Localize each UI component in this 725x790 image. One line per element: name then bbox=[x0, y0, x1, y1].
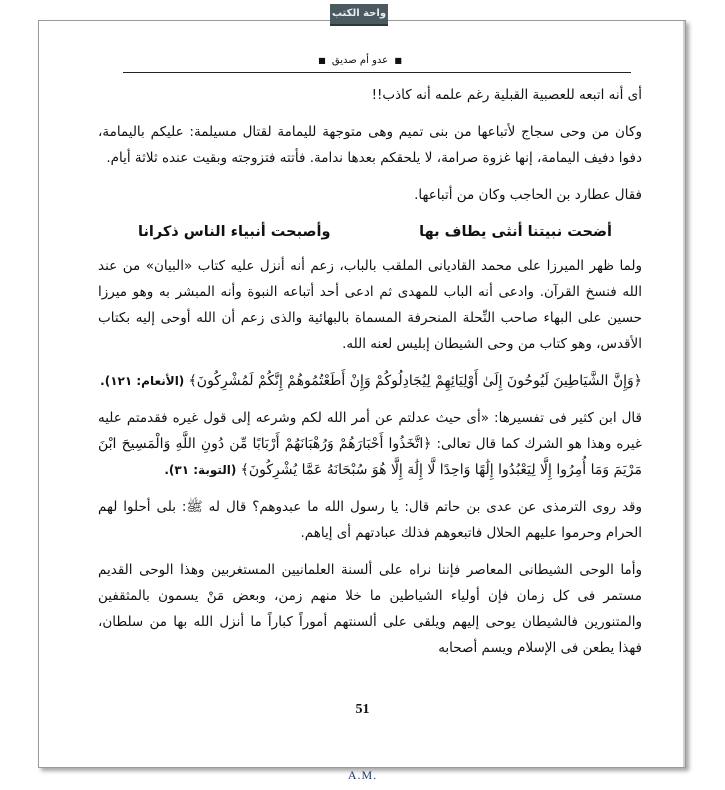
paragraph-3: فقال عطارد بن الحاجب وكان من أتباعها. bbox=[414, 187, 642, 203]
quran-ref-1: (الأنعام: ١٢١). bbox=[100, 374, 185, 388]
page-number: 51 bbox=[355, 702, 370, 717]
header-rule bbox=[123, 72, 631, 73]
running-header-title: عدو أم صديق bbox=[331, 55, 389, 66]
paragraph-5 bbox=[98, 405, 642, 483]
quran-ref-2: (التوبة: ٣١). bbox=[164, 463, 237, 477]
paragraph-5-intro: قال ابن كثير فى تفسيرها: «أى حيث عدلتم عن أمر الله لكم وشرعه إلى قول غيره فقدمتم عليه غيره وهذا هو الشرك كما قال تعالى: bbox=[98, 410, 642, 452]
quran-verse-1: ﴿وَإِنَّ الشَّيَاطِينَ لَيُوحُونَ إِلَىٰ أَوْلِيَائِهِمْ لِيُجَادِلُوكُمْ وَإِنْ أَطَعْتُمُوهُمْ إِنَّكُمْ لَمُشْرِكُونَ﴾ bbox=[188, 373, 642, 389]
poem-left-hemistich: وأصبحت أنبياء الناس ذكرانا bbox=[138, 224, 331, 240]
quran-quote-1 bbox=[98, 368, 642, 394]
site-badge: واحة الكتب bbox=[330, 4, 388, 26]
square-bullet-icon: ■ bbox=[318, 56, 326, 65]
running-header bbox=[308, 55, 412, 66]
paragraph-7: وأما الوحى الشيطانى المعاصر فإننا نراه على ألسنة العلمانيين المستغربين وهذا الوحى القديم مستمر فى كل زمان فإن أولياء الشياطين ما خلا منهم زمن، وبعض مَنْ يسمون بالمثقفين والمتنورين فالشيطان يوحى إليهم ويلقى على ألسنتهم أموراً كباراً ما أنزل الله بها من سلطان، فهذا يطعن فى الإسلام ويسم أصحابه bbox=[98, 562, 642, 656]
page-body bbox=[98, 82, 642, 672]
footer-mark: A.M. bbox=[347, 768, 378, 782]
paragraph-4: ولما ظهر الميرزا على محمد القاديانى الملقب بالباب، زعم أنه أنزل عليه كتاب «البيان» من عند الله فنسخ القرآن. وادعى أنه الباب للمهدى ثم ادعى أحد أتباعه النبوة وأنه المبشر به وهو ميرزا حسين على البهاء صاحب النِّحلة المنحرفة المسماة بالبهائية والذى زعم أن الله أوحى إليه بكتاب الأقدس، وهو كتاب من وحى الشيطان إبليس لعنه الله. bbox=[98, 258, 642, 352]
paragraph-1: أى أنه اتبعه للعصبية القبلية رغم علمه أنه كاذب!! bbox=[371, 87, 642, 103]
quran-verse-2: ﴿اتَّخَذُوا أَحْبَارَهُمْ وَرُهْبَانَهُمْ أَرْبَابًا مِّن دُونِ اللَّهِ وَالْمَسِيحَ ابْنَ مَرْيَمَ وَمَا أُمِرُوا إِلَّا لِيَعْبُدُوا إِلَٰهًا وَاحِدًا لَّا إِلَٰهَ إِلَّا هُوَ سُبْحَانَهُ عَمَّا يُشْرِكُونَ﴾ bbox=[98, 436, 642, 478]
paragraph-2: وكان من وحى سجاج لأتباعها من بنى تميم وهى متوجهة لليمامة لقتال مسيلمة: عليكم باليمامة، دفوا دفيف اليمامة، إنها غزوة صرامة، لا يلحقكم بعدها ندامة. فأتته فتزوجته وبقيت عنده ثلاثة أيام. bbox=[98, 124, 642, 166]
poem-right-hemistich: أضحت نبيتنا أنثى يطاف بها bbox=[419, 224, 612, 240]
square-bullet-icon: ■ bbox=[394, 56, 402, 65]
poem-verse bbox=[98, 219, 642, 245]
paragraph-6: وقد روى الترمذى عن عدى بن حاتم قال: يا رسول الله ما عبدوهم؟ قال له ﷺ: بلى أحلوا لهم الحرام وحرموا عليهم الحلال فاتبعوهم فذلك عبادتهم أى إياهم. bbox=[98, 499, 642, 541]
